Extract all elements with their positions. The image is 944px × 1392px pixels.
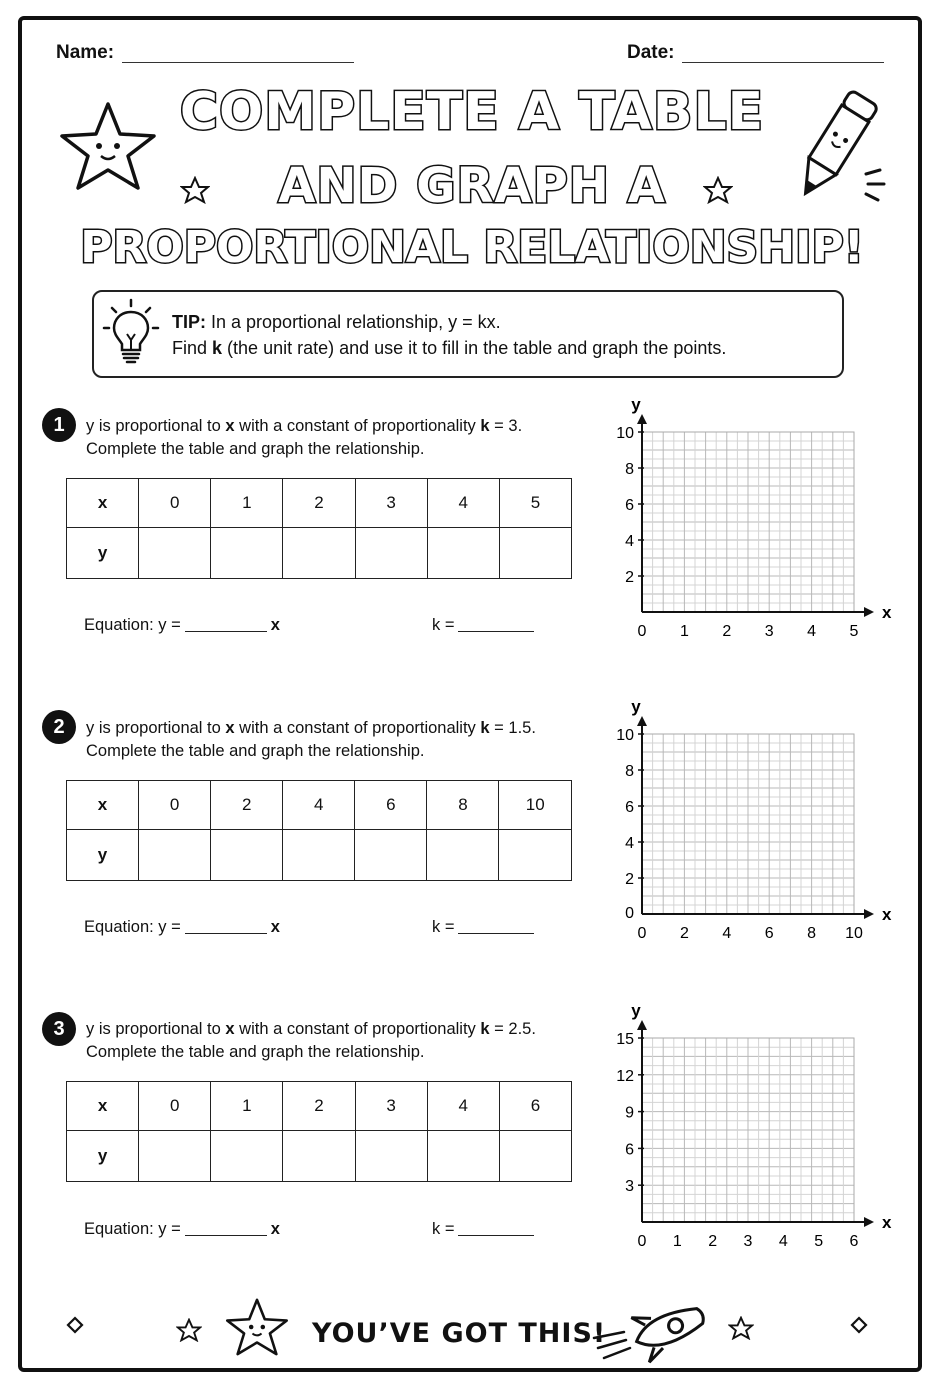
prompt-value: = 1.5. (489, 719, 536, 737)
equation-var: x (270, 918, 280, 936)
sparkle-icon (850, 1316, 868, 1334)
equation-label: Equation: y = (84, 918, 181, 936)
k-label: k = (432, 1220, 455, 1238)
y-input-cell[interactable] (499, 1131, 571, 1182)
y-tick-label: 3 (625, 1178, 634, 1196)
x-tick-label: 3 (743, 1233, 753, 1250)
pencil-icon (780, 86, 890, 210)
question-prompt (86, 717, 536, 763)
title-line-2: AND GRAPH A (278, 158, 666, 214)
x-tick-label: 5 (814, 1233, 824, 1250)
x-tick-label: 6 (764, 925, 774, 942)
title-line-1: COMPLETE A TABLE (179, 82, 765, 142)
question-prompt (86, 1018, 536, 1064)
prompt-x: x (225, 719, 235, 737)
equation-label: Equation: y = (84, 616, 181, 634)
y-input-cell[interactable] (139, 830, 211, 881)
name-label: Name: (56, 42, 115, 63)
x-value: 1 (211, 1082, 283, 1131)
date-label: Date: (627, 42, 675, 63)
lightbulb-icon (102, 298, 160, 368)
y-input-cell[interactable] (355, 528, 427, 579)
y-input-cell[interactable] (283, 830, 355, 881)
y-input-cell[interactable] (499, 830, 572, 881)
x-tick-label: 8 (807, 925, 817, 942)
coordinate-grid[interactable] (596, 694, 896, 954)
coordinate-grid[interactable] (596, 392, 896, 652)
question-instruction: Complete the table and graph the relationship. (86, 742, 425, 760)
y-input-cell[interactable] (427, 528, 499, 579)
y-input-cell[interactable] (211, 1131, 283, 1182)
star-icon (176, 1318, 202, 1342)
x-value: 0 (139, 781, 211, 830)
x-value: 4 (427, 479, 499, 528)
y-tick-label: 12 (616, 1067, 634, 1085)
x-value: 10 (499, 781, 572, 830)
prompt-k: k (480, 417, 490, 435)
prompt-text: with a constant of proportionality (234, 417, 481, 435)
y-axis-arrow-icon (637, 414, 647, 424)
question-instruction: Complete the table and graph the relationship. (86, 440, 425, 458)
x-axis-arrow-icon (864, 607, 874, 617)
x-value: 4 (283, 781, 355, 830)
prompt-text: with a constant of proportionality (234, 1020, 481, 1038)
prompt-k: k (480, 719, 490, 737)
prompt-text: y is proportional to (86, 1020, 226, 1038)
question-number: 1 (42, 408, 76, 442)
x-value: 4 (427, 1082, 499, 1131)
y-input-cell[interactable] (211, 528, 283, 579)
tip-line-1-text: In a proportional relationship, y = kx. (206, 312, 501, 332)
y-tick-label: 8 (625, 763, 634, 780)
star-icon (180, 176, 210, 204)
y-tick-label: 15 (616, 1031, 634, 1048)
y-axis-label: y (631, 1001, 641, 1020)
tip-k: k (212, 338, 223, 358)
x-tick-label: 10 (845, 925, 863, 942)
y-input-cell[interactable] (283, 528, 355, 579)
prompt-k: k (480, 1020, 490, 1038)
equation-var: x (270, 616, 280, 634)
prompt-text: y is proportional to (86, 417, 226, 435)
title-line-3: PROPORTIONAL RELATIONSHIP! (80, 222, 864, 273)
x-value: 0 (139, 479, 211, 528)
star-icon (56, 98, 160, 194)
prompt-x: x (225, 1020, 235, 1038)
question-number: 3 (42, 1012, 76, 1046)
tip-line-2 (172, 338, 726, 359)
y-input-cell[interactable] (139, 528, 211, 579)
tip-line-2-rest: (the unit rate) and use it to fill in the table and graph the points. (222, 338, 727, 358)
x-tick-label: 6 (849, 1233, 859, 1250)
tip-label: TIP: (172, 312, 206, 332)
y-origin-label: 0 (625, 905, 634, 922)
x-header: x (67, 479, 139, 528)
y-header: y (67, 528, 139, 579)
x-header: x (67, 1082, 139, 1131)
y-axis-arrow-icon (637, 716, 647, 726)
x-tick-label: 1 (672, 1233, 682, 1250)
star-icon (222, 1296, 292, 1358)
k-row (432, 1220, 534, 1239)
k-label: k = (432, 918, 455, 936)
star-icon (703, 176, 733, 204)
x-value: 3 (355, 1082, 427, 1131)
equation-label: Equation: y = (84, 1220, 181, 1238)
k-blank[interactable] (458, 1235, 534, 1236)
x-value: 6 (355, 781, 427, 830)
x-axis-label: x (882, 1213, 892, 1232)
question-instruction: Complete the table and graph the relationship. (86, 1043, 425, 1061)
x-value: 6 (499, 1082, 571, 1131)
x-tick-label: 3 (764, 623, 774, 640)
k-label: k = (432, 616, 455, 634)
prompt-text: with a constant of proportionality (234, 719, 481, 737)
y-tick-label: 10 (616, 727, 634, 744)
footer-message: YOU’VE GOT THIS! (312, 1318, 607, 1349)
question-number: 2 (42, 710, 76, 744)
y-input-cell[interactable] (427, 1131, 499, 1182)
y-input-cell[interactable] (355, 1131, 427, 1182)
x-value: 5 (499, 479, 571, 528)
x-axis-label: x (882, 603, 892, 622)
x-value: 1 (211, 479, 283, 528)
sparkle-icon (866, 170, 884, 200)
y-input-cell[interactable] (211, 830, 283, 881)
k-row (432, 918, 534, 937)
star-icon (728, 1316, 754, 1340)
x-tick-label: 1 (679, 623, 689, 640)
y-axis-label: y (631, 395, 641, 414)
equation-blank[interactable] (185, 631, 267, 632)
tip-box (92, 290, 844, 378)
y-input-cell[interactable] (283, 1131, 355, 1182)
prompt-value: = 3. (489, 417, 523, 435)
y-tick-label: 6 (625, 1141, 634, 1159)
y-axis-label: y (631, 697, 641, 716)
x-tick-label: 2 (722, 623, 732, 640)
y-tick-label: 4 (625, 533, 634, 550)
values-table (66, 780, 572, 881)
equation-row (84, 616, 280, 635)
x-tick-label: 4 (807, 623, 817, 640)
y-input-cell[interactable] (427, 830, 499, 881)
y-tick-label: 2 (625, 871, 634, 888)
coordinate-grid[interactable] (596, 996, 896, 1256)
k-row (432, 616, 534, 635)
y-tick-label: 10 (616, 425, 634, 442)
y-input-cell[interactable] (355, 830, 427, 881)
x-axis-arrow-icon (864, 909, 874, 919)
x-tick-label: 5 (849, 623, 859, 640)
y-tick-label: 6 (625, 497, 634, 514)
values-table (66, 478, 572, 579)
y-input-cell[interactable] (499, 528, 571, 579)
y-tick-label: 4 (625, 835, 634, 852)
k-blank[interactable] (458, 933, 534, 934)
x-value: 2 (283, 479, 355, 528)
y-tick-label: 6 (625, 799, 634, 816)
tip-line-2-pre: Find (172, 338, 213, 358)
tip-line-1 (172, 312, 501, 333)
x-tick-label: 4 (778, 1233, 788, 1250)
x-axis-arrow-icon (864, 1217, 874, 1227)
equation-blank[interactable] (185, 933, 267, 934)
values-table (66, 1081, 572, 1182)
x-tick-label: 2 (679, 925, 689, 942)
sparkle-icon (66, 1316, 84, 1334)
x-value: 8 (427, 781, 499, 830)
name-field[interactable] (122, 62, 354, 63)
x-tick-label: 0 (637, 925, 647, 942)
y-tick-label: 9 (625, 1104, 634, 1122)
x-header: x (67, 781, 139, 830)
equation-var: x (270, 1220, 280, 1238)
x-value: 0 (139, 1082, 211, 1131)
x-tick-label: 4 (722, 925, 732, 942)
x-value: 3 (355, 479, 427, 528)
equation-blank[interactable] (185, 1235, 267, 1236)
k-blank[interactable] (458, 631, 534, 632)
rocket-icon (590, 1290, 720, 1364)
y-tick-label: 8 (625, 461, 634, 478)
y-header: y (67, 830, 139, 881)
prompt-text: y is proportional to (86, 719, 226, 737)
y-header: y (67, 1131, 139, 1182)
prompt-x: x (225, 417, 235, 435)
equation-row (84, 918, 280, 937)
y-input-cell[interactable] (139, 1131, 211, 1182)
x-value: 2 (283, 1082, 355, 1131)
y-axis-arrow-icon (637, 1020, 647, 1030)
prompt-value: = 2.5. (489, 1020, 536, 1038)
equation-row (84, 1220, 280, 1239)
x-tick-label: 0 (637, 623, 647, 640)
question-prompt (86, 415, 522, 461)
x-tick-label: 0 (637, 1233, 647, 1250)
x-value: 2 (211, 781, 283, 830)
date-field[interactable] (682, 62, 884, 63)
x-axis-label: x (882, 905, 892, 924)
x-tick-label: 2 (708, 1233, 718, 1250)
y-tick-label: 2 (625, 569, 634, 586)
